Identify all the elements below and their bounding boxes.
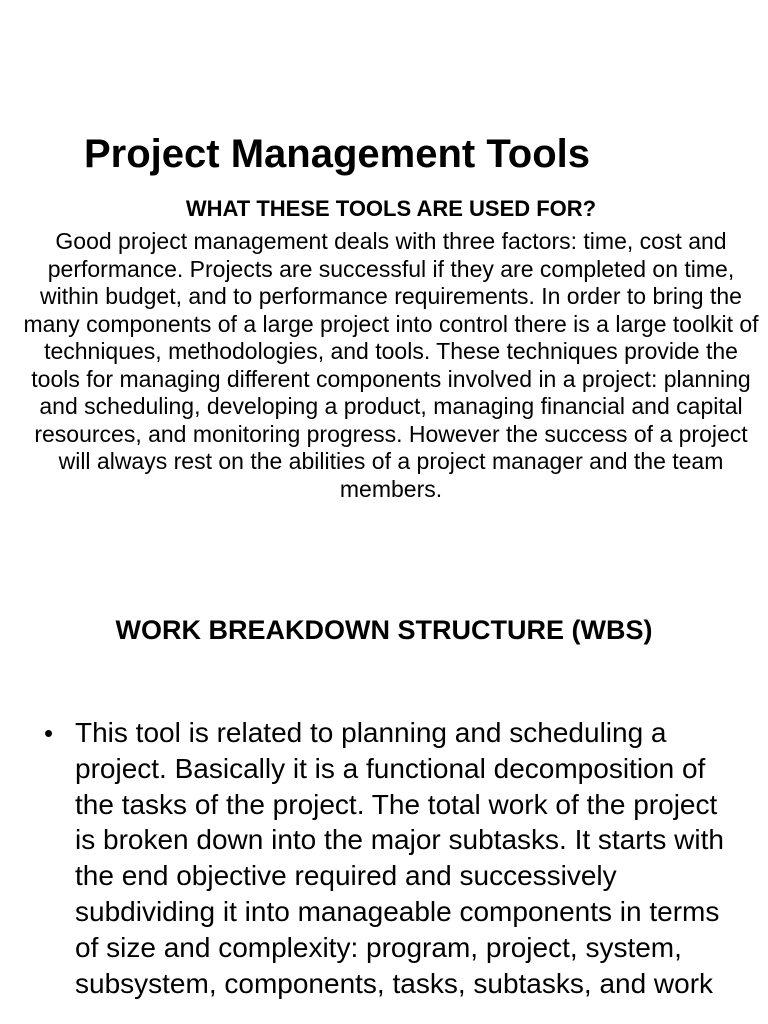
bullet-marker: • — [44, 718, 54, 748]
bullet-text: This tool is related to planning and scheduling a project. Basically it is a functional decomposition of the tasks of the project. The total work of the project is broken down into the major subtasks. It starts with the end objective required and successively subdividing it into manageable components in terms of size and complexity: program, project, system, subsystem, components, tasks, subtasks, and work — [75, 717, 724, 999]
list-item — [44, 715, 744, 1001]
intro-paragraph: Good project management deals with three factors: time, cost and performance. Projects are successful if they are completed on time, within budget, and to performance requirements. In order to bring the many components of a large project into control there is a large toolkit of techniques, methodologies, and tools. These techniques provide the tools for managing different components involved in a project: planning and scheduling, developing a product, managing financial and capital resources, and monitoring progress. However the success of a project will always rest on the abilities of a project manager and the team members. — [23, 228, 759, 502]
bullet-list — [44, 715, 744, 1001]
page-title: Project Management Tools — [84, 132, 591, 176]
section-subtitle: WHAT THESE TOOLS ARE USED FOR? — [185, 196, 597, 221]
wbs-heading: WORK BREAKDOWN STRUCTURE (WBS) — [115, 615, 653, 645]
